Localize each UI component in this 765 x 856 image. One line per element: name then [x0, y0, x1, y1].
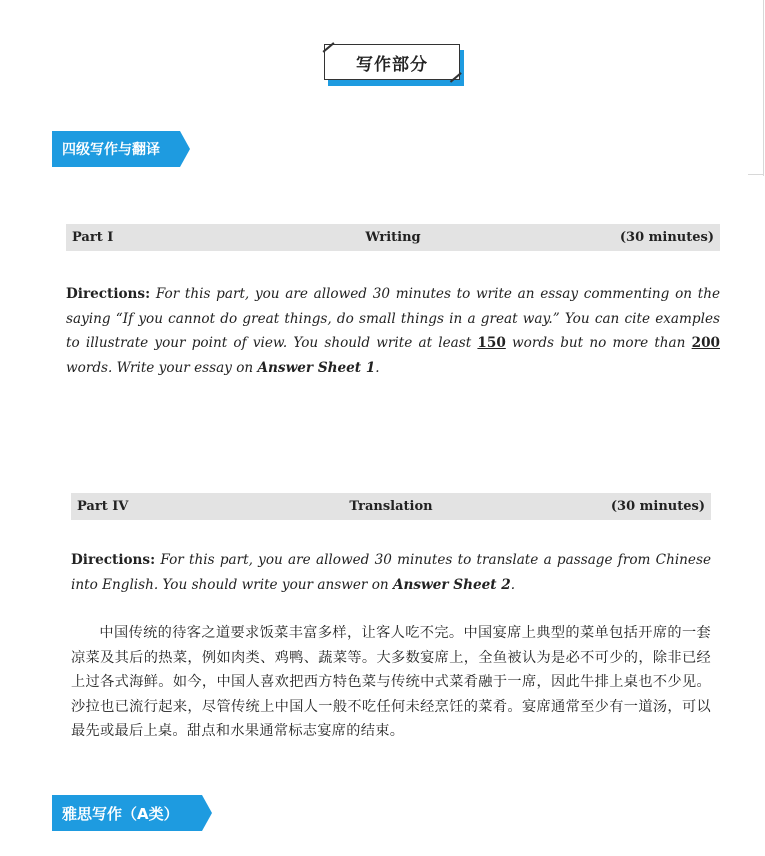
writing-directions: [66, 282, 720, 380]
directions-colon: :: [145, 286, 151, 302]
corner-cut-decoration: [323, 42, 335, 52]
right-divider-tick: [748, 174, 764, 175]
directions-text: For this part, you are allowed 30 minutes to write an essay commenting on the saying “If you cannot do great things, do small things in a great way.” You can cite examples to illustrate your point of view. You should write at least: [66, 286, 720, 351]
page-title-badge: [324, 44, 464, 86]
directions-colon: :: [150, 552, 156, 568]
page-title: 写作部分: [356, 54, 428, 75]
section-tag-ielts: [52, 795, 202, 831]
min-word-count: 150: [477, 335, 506, 351]
directions-text: For this part, you are allowed 30 minutes to translate a passage from Chinese into English. You should write your answer on: [71, 552, 711, 593]
directions-end: .: [375, 359, 380, 376]
answer-sheet-ref: Answer Sheet 1: [257, 359, 376, 376]
translation-directions: [71, 548, 711, 597]
part-number: Part IV: [77, 499, 129, 514]
section-tag-label: 四级写作与翻译: [62, 142, 160, 158]
directions-label: Directions: [66, 286, 146, 302]
section-tag-cet4: [52, 131, 180, 167]
answer-sheet-ref: Answer Sheet 2: [392, 576, 511, 593]
directions-end: .: [510, 576, 516, 593]
part-time: (30 minutes): [610, 499, 705, 514]
directions-text: words but no more than: [505, 335, 692, 351]
part-time: (30 minutes): [619, 230, 714, 245]
part-header-writing: [66, 224, 720, 251]
part-name: Writing: [365, 230, 421, 245]
directions-text: words. Write your essay on: [66, 359, 258, 376]
directions-label: Directions: [71, 552, 151, 568]
part-header-translation: [71, 493, 711, 520]
max-word-count: 200: [691, 335, 720, 351]
translation-passage: 中国传统的待客之道要求饭菜丰富多样，让客人吃不完。中国宴席上典型的菜单包括开席的一套凉菜及其后的热菜，例如肉类、鸡鸭、蔬菜等。大多数宴席上，全鱼被认为是必不可少的，除非已经上过各式海鲜。如今，中国人喜欢把西方特色菜与传统中式菜肴融于一席，因此牛排上桌也不少见。沙拉也已流行起来，尽管传统上中国人一般不吃任何未经烹饪的菜肴。宴席通常至少有一道汤，可以最先或最后上桌。甜点和水果通常标志宴席的结束。: [71, 625, 711, 739]
part-number: Part I: [72, 230, 114, 245]
part-name: Translation: [349, 499, 433, 514]
section-tag-label: 雅思写作（A类）: [62, 804, 179, 823]
tag-notch-decoration: [186, 131, 196, 167]
title-badge-box: [324, 44, 460, 80]
right-divider-line: [763, 0, 764, 176]
tag-notch-decoration: [208, 795, 218, 831]
